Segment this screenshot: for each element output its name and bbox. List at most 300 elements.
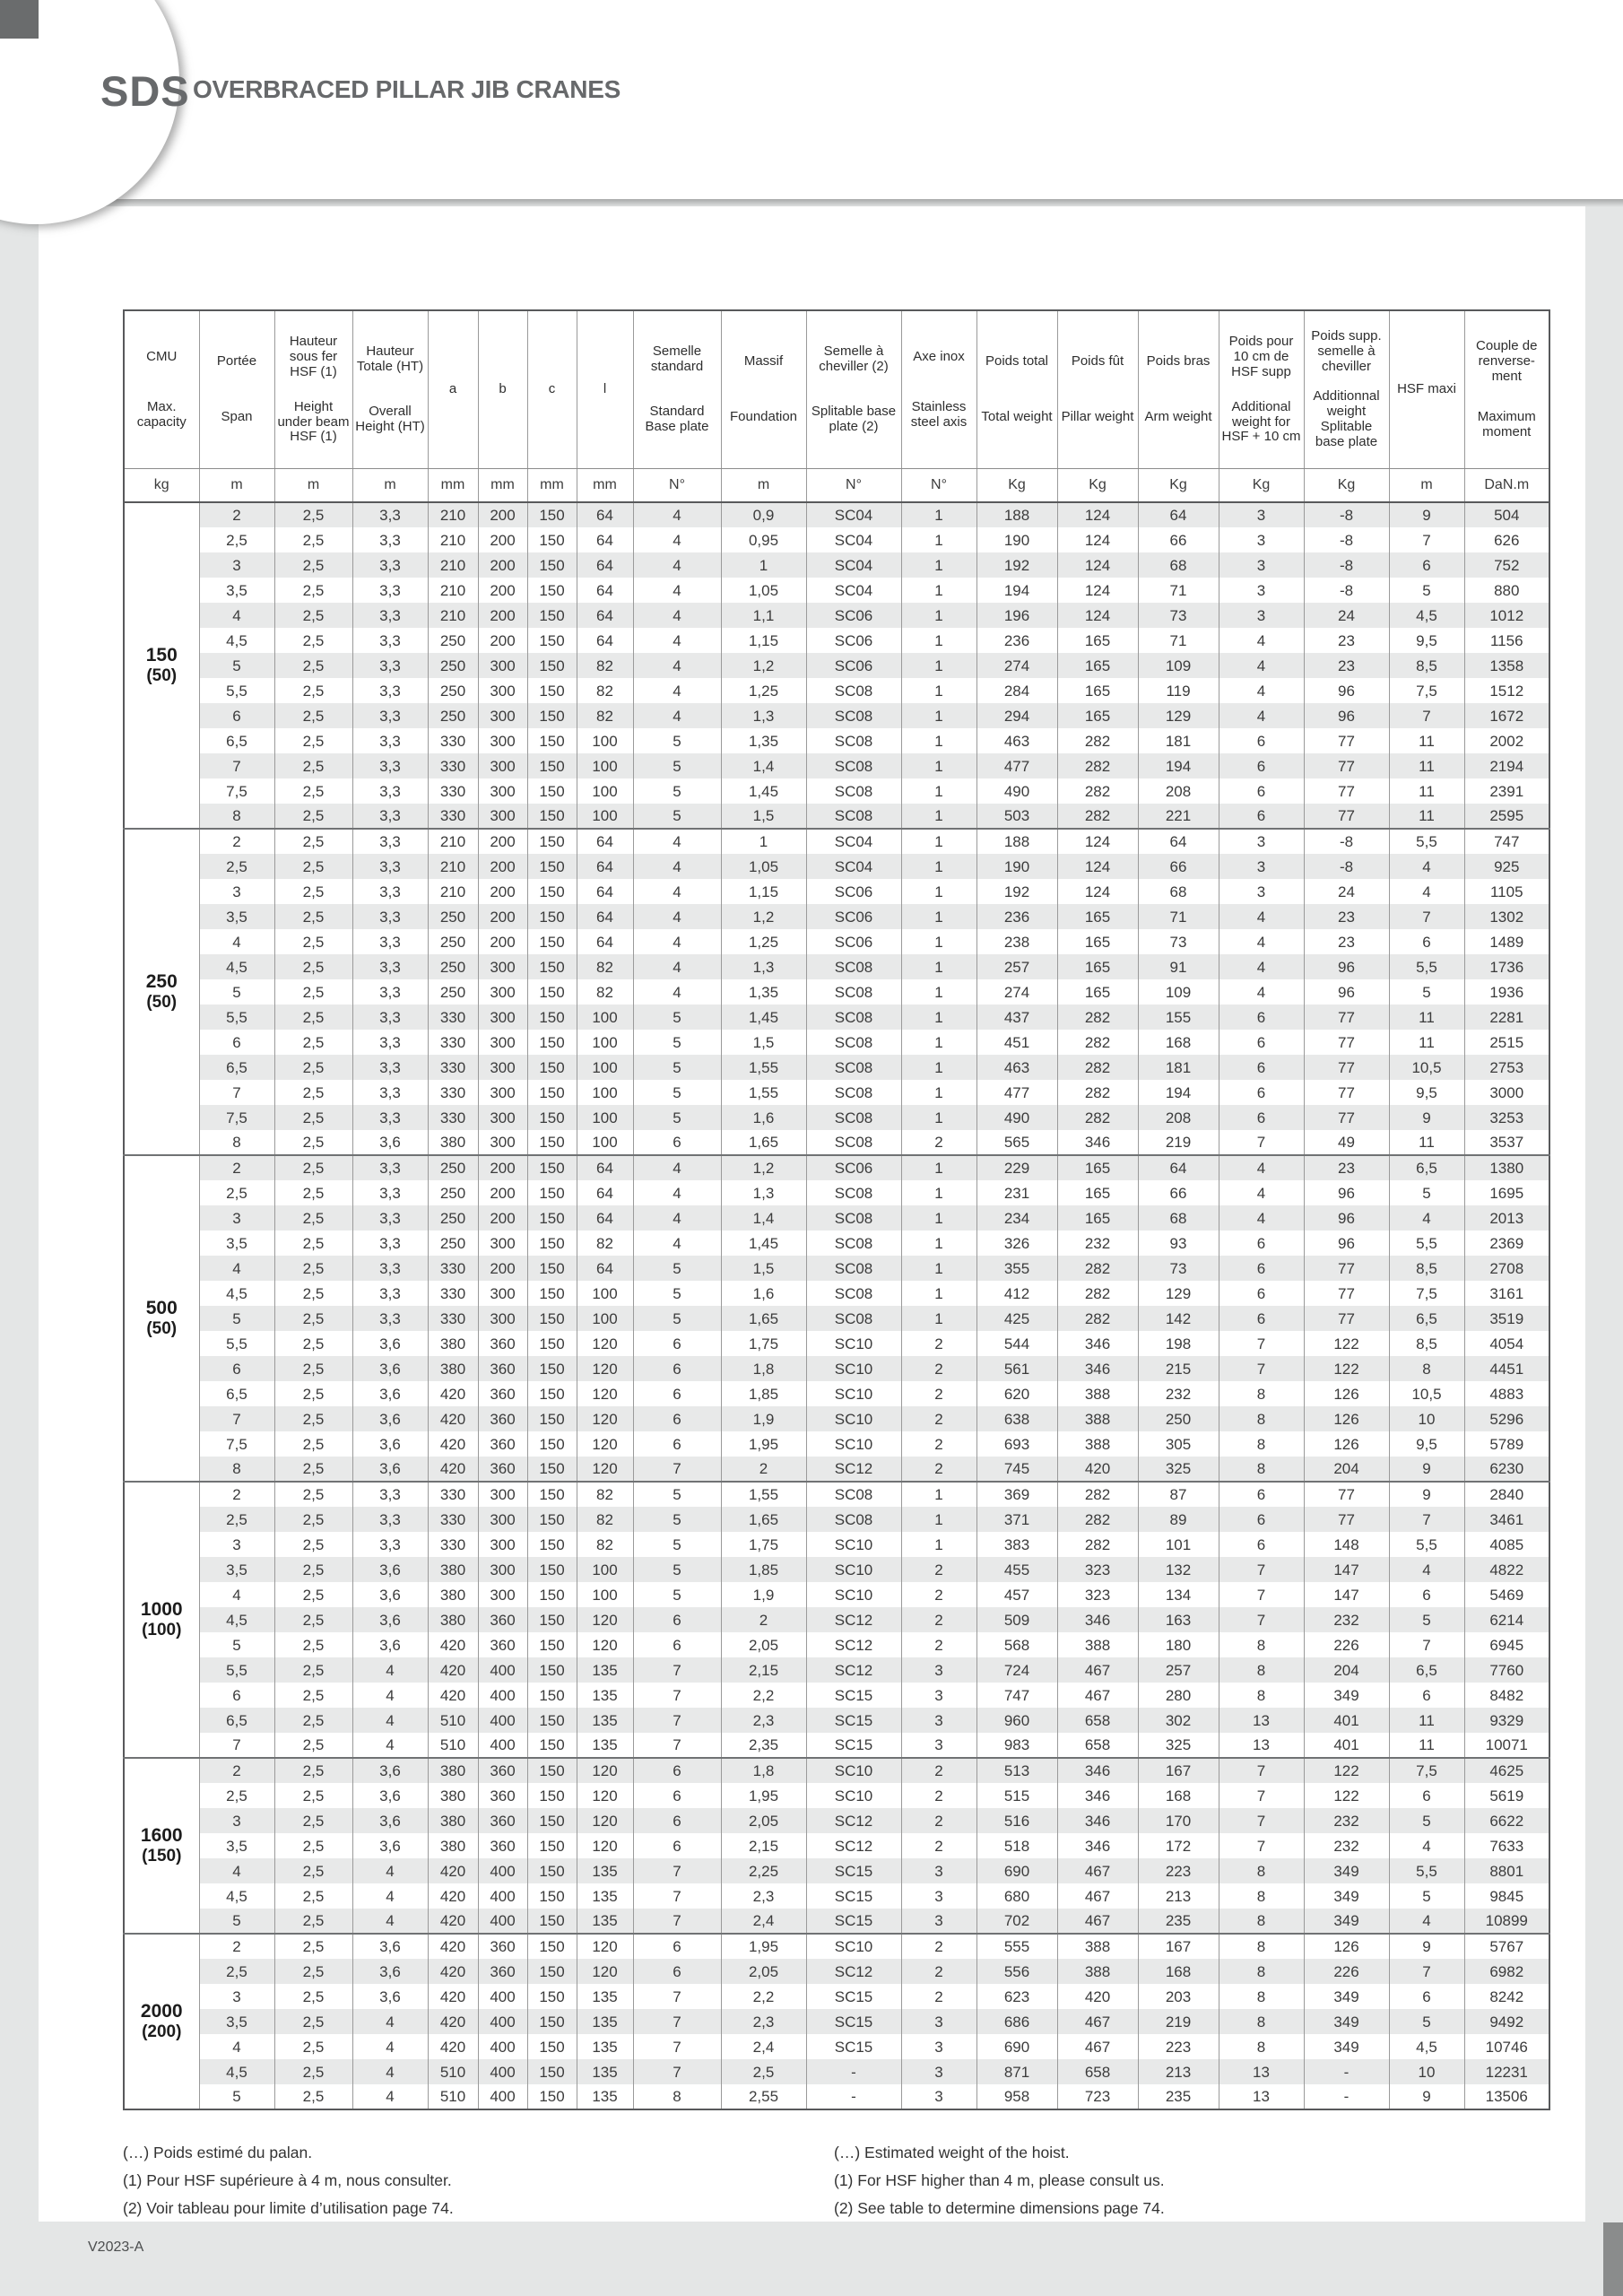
cell-ht: 3,3 xyxy=(352,904,428,929)
cell-span: 2,5 xyxy=(199,527,274,552)
capacity-group-cell xyxy=(124,502,199,829)
cell-a: 420 xyxy=(428,2009,478,2034)
cell-foundation: 2,15 xyxy=(721,1833,806,1858)
cell-b: 200 xyxy=(478,929,527,954)
cell-ht: 3,3 xyxy=(352,753,428,778)
cell-base-std: 4 xyxy=(633,879,721,904)
cell-w-arm: 142 xyxy=(1138,1306,1219,1331)
cell-hsf: 2,5 xyxy=(274,1030,352,1055)
cell-a: 380 xyxy=(428,1557,478,1582)
cell-hsf-max: 5,5 xyxy=(1389,954,1464,979)
cell-l: 135 xyxy=(577,1909,633,1934)
cell-c: 150 xyxy=(527,1632,577,1657)
cell-a: 330 xyxy=(428,1532,478,1557)
cell-hsf-max: 6,5 xyxy=(1389,1657,1464,1683)
cell-w-split: 77 xyxy=(1304,1281,1389,1306)
cell-hsf-max: 4 xyxy=(1389,879,1464,904)
cell-l: 100 xyxy=(577,753,633,778)
cell-hsf: 2,5 xyxy=(274,979,352,1004)
cell-w-pillar: 124 xyxy=(1057,854,1138,879)
cell-w-arm: 109 xyxy=(1138,979,1219,1004)
cell-l: 100 xyxy=(577,1004,633,1030)
cell-hsf: 2,5 xyxy=(274,1557,352,1582)
cell-span: 3,5 xyxy=(199,1557,274,1582)
cell-base-std: 5 xyxy=(633,1482,721,1507)
cell-l: 120 xyxy=(577,1607,633,1632)
cell-axis: 1 xyxy=(901,728,976,753)
unit-cell-w-hsf10: Kg xyxy=(1219,469,1304,503)
cell-w-split: 126 xyxy=(1304,1406,1389,1431)
cell-c: 150 xyxy=(527,1708,577,1733)
cell-a: 420 xyxy=(428,1934,478,1959)
cell-ht: 3,3 xyxy=(352,1180,428,1205)
cell-base-std: 6 xyxy=(633,1934,721,1959)
capacity-hoist-weight: (50) xyxy=(146,1319,178,1339)
cell-w-hsf10: 4 xyxy=(1219,954,1304,979)
cell-base-std: 5 xyxy=(633,1105,721,1130)
cell-w-split: 226 xyxy=(1304,1632,1389,1657)
cell-moment: 12231 xyxy=(1464,2059,1549,2084)
cell-base-std: 6 xyxy=(633,1959,721,1984)
cell-base-std: 7 xyxy=(633,1733,721,1758)
cell-hsf-max: 8,5 xyxy=(1389,653,1464,678)
cell-a: 330 xyxy=(428,728,478,753)
cell-w-pillar: 658 xyxy=(1057,2059,1138,2084)
cell-l: 135 xyxy=(577,2009,633,2034)
capacity-value: 1600 xyxy=(140,1825,183,1846)
cell-l: 82 xyxy=(577,979,633,1004)
cell-w-hsf10: 8 xyxy=(1219,1858,1304,1883)
cell-hsf: 2,5 xyxy=(274,1883,352,1909)
cell-l: 100 xyxy=(577,778,633,804)
cell-foundation: 1,15 xyxy=(721,879,806,904)
cell-hsf-max: 5 xyxy=(1389,1180,1464,1205)
cell-a: 420 xyxy=(428,1683,478,1708)
cell-b: 360 xyxy=(478,1833,527,1858)
cell-hsf-max: 11 xyxy=(1389,728,1464,753)
cell-axis: 1 xyxy=(901,854,976,879)
cell-ht: 3,3 xyxy=(352,1256,428,1281)
cell-base-std: 7 xyxy=(633,2009,721,2034)
header-label-en: Foundation xyxy=(729,408,798,424)
cell-w-total: 192 xyxy=(976,879,1057,904)
cell-w-pillar: 165 xyxy=(1057,904,1138,929)
cell-w-hsf10: 4 xyxy=(1219,628,1304,653)
cell-c: 150 xyxy=(527,1130,577,1155)
cell-foundation: 1,3 xyxy=(721,703,806,728)
cell-w-hsf10: 6 xyxy=(1219,753,1304,778)
cell-axis: 1 xyxy=(901,1080,976,1105)
cell-base-std: 6 xyxy=(633,1381,721,1406)
cell-w-pillar: 388 xyxy=(1057,1934,1138,1959)
cell-foundation: 1,85 xyxy=(721,1557,806,1582)
cell-w-arm: 66 xyxy=(1138,1180,1219,1205)
cell-axis: 1 xyxy=(901,578,976,603)
cell-base-split: SC08 xyxy=(806,1030,901,1055)
cell-ht: 4 xyxy=(352,2059,428,2084)
cell-w-total: 425 xyxy=(976,1306,1057,1331)
cell-w-total: 556 xyxy=(976,1959,1057,1984)
cell-hsf-max: 5 xyxy=(1389,979,1464,1004)
cell-span: 6,5 xyxy=(199,728,274,753)
header-label-fr: Hauteur sous fer HSF (1) xyxy=(289,333,338,379)
cell-c: 150 xyxy=(527,954,577,979)
cell-foundation: 1,65 xyxy=(721,1507,806,1532)
cell-w-split: 126 xyxy=(1304,1934,1389,1959)
cell-c: 150 xyxy=(527,728,577,753)
cell-b: 400 xyxy=(478,2009,527,2034)
cell-l: 100 xyxy=(577,1130,633,1155)
column-header-l xyxy=(577,310,633,469)
cell-w-pillar: 165 xyxy=(1057,979,1138,1004)
cell-w-pillar: 323 xyxy=(1057,1557,1138,1582)
cell-base-std: 4 xyxy=(633,1205,721,1231)
cell-axis: 3 xyxy=(901,1708,976,1733)
header-shadow xyxy=(0,199,1623,207)
header-label-en: Additionnal weight Splitable base plate xyxy=(1313,388,1380,450)
cell-w-split: 77 xyxy=(1304,1080,1389,1105)
cell-axis: 2 xyxy=(901,1808,976,1833)
cell-base-std: 4 xyxy=(633,552,721,578)
cell-base-split: SC08 xyxy=(806,703,901,728)
cell-moment: 8801 xyxy=(1464,1858,1549,1883)
cell-foundation: 1,1 xyxy=(721,603,806,628)
cell-l: 135 xyxy=(577,1858,633,1883)
cell-axis: 1 xyxy=(901,753,976,778)
cell-w-pillar: 165 xyxy=(1057,703,1138,728)
cell-w-total: 236 xyxy=(976,628,1057,653)
cell-w-arm: 93 xyxy=(1138,1231,1219,1256)
cell-c: 150 xyxy=(527,829,577,854)
cell-span: 3,5 xyxy=(199,1231,274,1256)
cell-ht: 3,6 xyxy=(352,1632,428,1657)
cell-w-pillar: 346 xyxy=(1057,1758,1138,1783)
cell-w-total: 503 xyxy=(976,804,1057,829)
cell-foundation: 2,15 xyxy=(721,1657,806,1683)
cell-w-split: 122 xyxy=(1304,1356,1389,1381)
header-label-fr: HSF maxi xyxy=(1397,381,1456,397)
cell-ht: 3,3 xyxy=(352,1205,428,1231)
cell-b: 300 xyxy=(478,804,527,829)
cell-foundation: 1,8 xyxy=(721,1356,806,1381)
cell-hsf-max: 7 xyxy=(1389,1959,1464,1984)
cell-w-pillar: 282 xyxy=(1057,1507,1138,1532)
footnote-line: (1) Pour HSF supérieure à 4 m, nous consulter. xyxy=(123,2171,452,2190)
cell-w-arm: 235 xyxy=(1138,2084,1219,2109)
cell-hsf-max: 5 xyxy=(1389,578,1464,603)
cell-span: 2 xyxy=(199,1155,274,1180)
cell-hsf-max: 9,5 xyxy=(1389,628,1464,653)
header-label-en: Arm weight xyxy=(1144,408,1212,424)
cell-moment: 8242 xyxy=(1464,1984,1549,2009)
cell-span: 4,5 xyxy=(199,1883,274,1909)
cell-w-total: 463 xyxy=(976,1055,1057,1080)
cell-w-arm: 213 xyxy=(1138,2059,1219,2084)
unit-cell-axis: N° xyxy=(901,469,976,503)
cell-w-split: 96 xyxy=(1304,1231,1389,1256)
cell-moment: 6214 xyxy=(1464,1607,1549,1632)
cell-hsf-max: 7,5 xyxy=(1389,1758,1464,1783)
cell-hsf: 2,5 xyxy=(274,1507,352,1532)
cell-b: 360 xyxy=(478,1959,527,1984)
unit-cell-cmu: kg xyxy=(124,469,199,503)
cell-hsf: 2,5 xyxy=(274,879,352,904)
cell-span: 2,5 xyxy=(199,854,274,879)
cell-l: 120 xyxy=(577,1959,633,1984)
cell-foundation: 2,4 xyxy=(721,2034,806,2059)
cell-base-split: SC04 xyxy=(806,527,901,552)
cell-base-std: 8 xyxy=(633,2084,721,2109)
cell-axis: 2 xyxy=(901,1984,976,2009)
cell-l: 64 xyxy=(577,603,633,628)
header-label-fr: Poids fût xyxy=(1071,353,1124,370)
cell-hsf: 2,5 xyxy=(274,502,352,527)
cell-w-split: 77 xyxy=(1304,778,1389,804)
cell-span: 3,5 xyxy=(199,1833,274,1858)
cell-w-arm: 167 xyxy=(1138,1758,1219,1783)
cell-w-split: 24 xyxy=(1304,603,1389,628)
cell-moment: 752 xyxy=(1464,552,1549,578)
cell-a: 380 xyxy=(428,1130,478,1155)
cell-ht: 3,3 xyxy=(352,804,428,829)
cell-a: 420 xyxy=(428,1959,478,1984)
cell-c: 150 xyxy=(527,1080,577,1105)
header-label-en: Height under beam HSF (1) xyxy=(277,398,350,445)
cell-a: 420 xyxy=(428,1381,478,1406)
cell-base-split: SC08 xyxy=(806,678,901,703)
cell-w-hsf10: 4 xyxy=(1219,979,1304,1004)
cell-b: 360 xyxy=(478,1632,527,1657)
cell-w-total: 620 xyxy=(976,1381,1057,1406)
cell-a: 330 xyxy=(428,1055,478,1080)
cell-b: 200 xyxy=(478,904,527,929)
cell-axis: 2 xyxy=(901,1783,976,1808)
cell-b: 300 xyxy=(478,1557,527,1582)
cell-w-pillar: 232 xyxy=(1057,1231,1138,1256)
cell-hsf-max: 5 xyxy=(1389,1808,1464,1833)
cell-l: 82 xyxy=(577,678,633,703)
cell-base-split: SC08 xyxy=(806,1004,901,1030)
cell-w-total: 960 xyxy=(976,1708,1057,1733)
cell-base-split: SC08 xyxy=(806,753,901,778)
cell-ht: 3,3 xyxy=(352,502,428,527)
cell-axis: 1 xyxy=(901,979,976,1004)
cell-ht: 3,3 xyxy=(352,678,428,703)
cell-w-pillar: 467 xyxy=(1057,1883,1138,1909)
cell-w-pillar: 346 xyxy=(1057,1607,1138,1632)
cell-hsf: 2,5 xyxy=(274,1080,352,1105)
cell-base-split: SC10 xyxy=(806,1356,901,1381)
cell-span: 4 xyxy=(199,1858,274,1883)
cell-w-arm: 64 xyxy=(1138,502,1219,527)
cell-c: 150 xyxy=(527,1331,577,1356)
cell-l: 100 xyxy=(577,804,633,829)
cell-span: 5,5 xyxy=(199,1331,274,1356)
cell-base-split: - xyxy=(806,2084,901,2109)
cell-w-pillar: 420 xyxy=(1057,1457,1138,1482)
cell-w-hsf10: 7 xyxy=(1219,1808,1304,1833)
cell-b: 360 xyxy=(478,1758,527,1783)
cell-moment: 3461 xyxy=(1464,1507,1549,1532)
cell-w-pillar: 124 xyxy=(1057,578,1138,603)
cell-w-hsf10: 13 xyxy=(1219,1733,1304,1758)
cell-w-total: 509 xyxy=(976,1607,1057,1632)
cell-hsf-max: 11 xyxy=(1389,778,1464,804)
cell-c: 150 xyxy=(527,1808,577,1833)
cell-moment: 2391 xyxy=(1464,778,1549,804)
cell-w-total: 188 xyxy=(976,502,1057,527)
cell-w-split: -8 xyxy=(1304,527,1389,552)
column-header-w-hsf10 xyxy=(1219,310,1304,469)
cell-axis: 2 xyxy=(901,1406,976,1431)
cell-l: 100 xyxy=(577,1582,633,1607)
brand-logo: SDS xyxy=(100,67,190,115)
cell-w-pillar: 124 xyxy=(1057,603,1138,628)
cell-w-total: 234 xyxy=(976,1205,1057,1231)
cell-b: 300 xyxy=(478,1231,527,1256)
cell-hsf-max: 4 xyxy=(1389,1909,1464,1934)
cell-w-hsf10: 6 xyxy=(1219,1482,1304,1507)
cell-span: 3,5 xyxy=(199,2009,274,2034)
cell-span: 3 xyxy=(199,1984,274,2009)
cell-w-arm: 168 xyxy=(1138,1030,1219,1055)
cell-w-hsf10: 8 xyxy=(1219,2034,1304,2059)
cell-axis: 1 xyxy=(901,1155,976,1180)
cell-hsf-max: 10,5 xyxy=(1389,1381,1464,1406)
cell-foundation: 1,25 xyxy=(721,678,806,703)
cell-base-split: SC08 xyxy=(806,778,901,804)
cell-a: 510 xyxy=(428,1708,478,1733)
cell-c: 150 xyxy=(527,1356,577,1381)
cell-w-pillar: 124 xyxy=(1057,879,1138,904)
cell-w-split: 232 xyxy=(1304,1833,1389,1858)
cell-base-split: SC04 xyxy=(806,578,901,603)
cell-ht: 3,3 xyxy=(352,1281,428,1306)
cell-l: 100 xyxy=(577,1105,633,1130)
cell-w-pillar: 346 xyxy=(1057,1130,1138,1155)
cell-base-std: 6 xyxy=(633,1331,721,1356)
footnote-line: (2) Voir tableau pour limite d’utilisation page 74. xyxy=(123,2199,454,2218)
cell-w-pillar: 282 xyxy=(1057,1004,1138,1030)
cell-moment: 2840 xyxy=(1464,1482,1549,1507)
cell-a: 510 xyxy=(428,2059,478,2084)
cell-w-total: 274 xyxy=(976,979,1057,1004)
cell-base-split: SC08 xyxy=(806,1281,901,1306)
cell-w-hsf10: 4 xyxy=(1219,1155,1304,1180)
cell-w-pillar: 346 xyxy=(1057,1808,1138,1833)
cell-w-pillar: 124 xyxy=(1057,502,1138,527)
cell-b: 400 xyxy=(478,2059,527,2084)
cell-base-std: 4 xyxy=(633,954,721,979)
cell-base-split: SC06 xyxy=(806,628,901,653)
cell-c: 150 xyxy=(527,778,577,804)
cell-a: 330 xyxy=(428,1281,478,1306)
cell-axis: 1 xyxy=(901,1306,976,1331)
corner-marker xyxy=(0,0,39,39)
cell-b: 400 xyxy=(478,2084,527,2109)
cell-hsf: 2,5 xyxy=(274,1055,352,1080)
capacity-value: 1000 xyxy=(140,1599,183,1620)
cell-foundation: 2,5 xyxy=(721,2059,806,2084)
cell-w-hsf10: 7 xyxy=(1219,1582,1304,1607)
page-title: OVERBRACED PILLAR JIB CRANES xyxy=(193,75,621,103)
cell-moment: 1156 xyxy=(1464,628,1549,653)
column-header-ht xyxy=(352,310,428,469)
cell-w-hsf10: 8 xyxy=(1219,1934,1304,1959)
cell-w-total: 690 xyxy=(976,1858,1057,1883)
header-label-en: Additional weight for HSF + 10 cm xyxy=(1221,398,1301,445)
cell-moment: 1380 xyxy=(1464,1155,1549,1180)
cell-axis: 1 xyxy=(901,1105,976,1130)
cell-span: 5,5 xyxy=(199,678,274,703)
column-header-base-split xyxy=(806,310,901,469)
cell-c: 150 xyxy=(527,1180,577,1205)
cell-hsf: 2,5 xyxy=(274,1632,352,1657)
cell-base-split: SC15 xyxy=(806,1708,901,1733)
cell-w-split: 126 xyxy=(1304,1381,1389,1406)
cell-base-std: 6 xyxy=(633,1632,721,1657)
cell-base-std: 4 xyxy=(633,578,721,603)
cell-a: 420 xyxy=(428,1406,478,1431)
cell-ht: 3,3 xyxy=(352,603,428,628)
cell-c: 150 xyxy=(527,1783,577,1808)
cell-w-arm: 203 xyxy=(1138,1984,1219,2009)
cell-w-arm: 64 xyxy=(1138,1155,1219,1180)
cell-foundation: 1,55 xyxy=(721,1080,806,1105)
cell-l: 82 xyxy=(577,1231,633,1256)
cell-c: 150 xyxy=(527,854,577,879)
cell-base-split: SC08 xyxy=(806,1507,901,1532)
header-label-fr: Poids bras xyxy=(1146,353,1211,370)
cell-w-hsf10: 6 xyxy=(1219,1231,1304,1256)
cell-ht: 3,3 xyxy=(352,1532,428,1557)
cell-foundation: 1,3 xyxy=(721,1180,806,1205)
cell-base-std: 5 xyxy=(633,1532,721,1557)
cell-foundation: 1,5 xyxy=(721,804,806,829)
cell-hsf: 2,5 xyxy=(274,2059,352,2084)
cell-ht: 3,3 xyxy=(352,703,428,728)
cell-axis: 1 xyxy=(901,1507,976,1532)
cell-moment: 4451 xyxy=(1464,1356,1549,1381)
cell-axis: 1 xyxy=(901,778,976,804)
cell-w-hsf10: 7 xyxy=(1219,1356,1304,1381)
cell-a: 210 xyxy=(428,829,478,854)
cell-c: 150 xyxy=(527,1683,577,1708)
cell-hsf-max: 7,5 xyxy=(1389,678,1464,703)
cell-w-total: 455 xyxy=(976,1557,1057,1582)
header-label-fr: Portée xyxy=(216,353,257,370)
cell-base-split: SC12 xyxy=(806,1959,901,1984)
cell-hsf-max: 6 xyxy=(1389,1683,1464,1708)
cell-hsf-max: 11 xyxy=(1389,753,1464,778)
cell-hsf: 2,5 xyxy=(274,1909,352,1934)
cell-w-hsf10: 8 xyxy=(1219,1984,1304,2009)
cell-w-hsf10: 6 xyxy=(1219,1281,1304,1306)
cell-base-std: 4 xyxy=(633,929,721,954)
cell-ht: 3,3 xyxy=(352,954,428,979)
cell-axis: 2 xyxy=(901,1582,976,1607)
cell-base-split: SC08 xyxy=(806,1080,901,1105)
cell-w-split: 77 xyxy=(1304,1256,1389,1281)
cell-hsf: 2,5 xyxy=(274,1105,352,1130)
cell-l: 64 xyxy=(577,502,633,527)
cell-w-hsf10: 4 xyxy=(1219,1180,1304,1205)
cell-ht: 3,6 xyxy=(352,1607,428,1632)
cell-hsf-max: 5,5 xyxy=(1389,829,1464,854)
cell-hsf-max: 11 xyxy=(1389,1733,1464,1758)
cell-hsf: 2,5 xyxy=(274,1984,352,2009)
column-header-a xyxy=(428,310,478,469)
